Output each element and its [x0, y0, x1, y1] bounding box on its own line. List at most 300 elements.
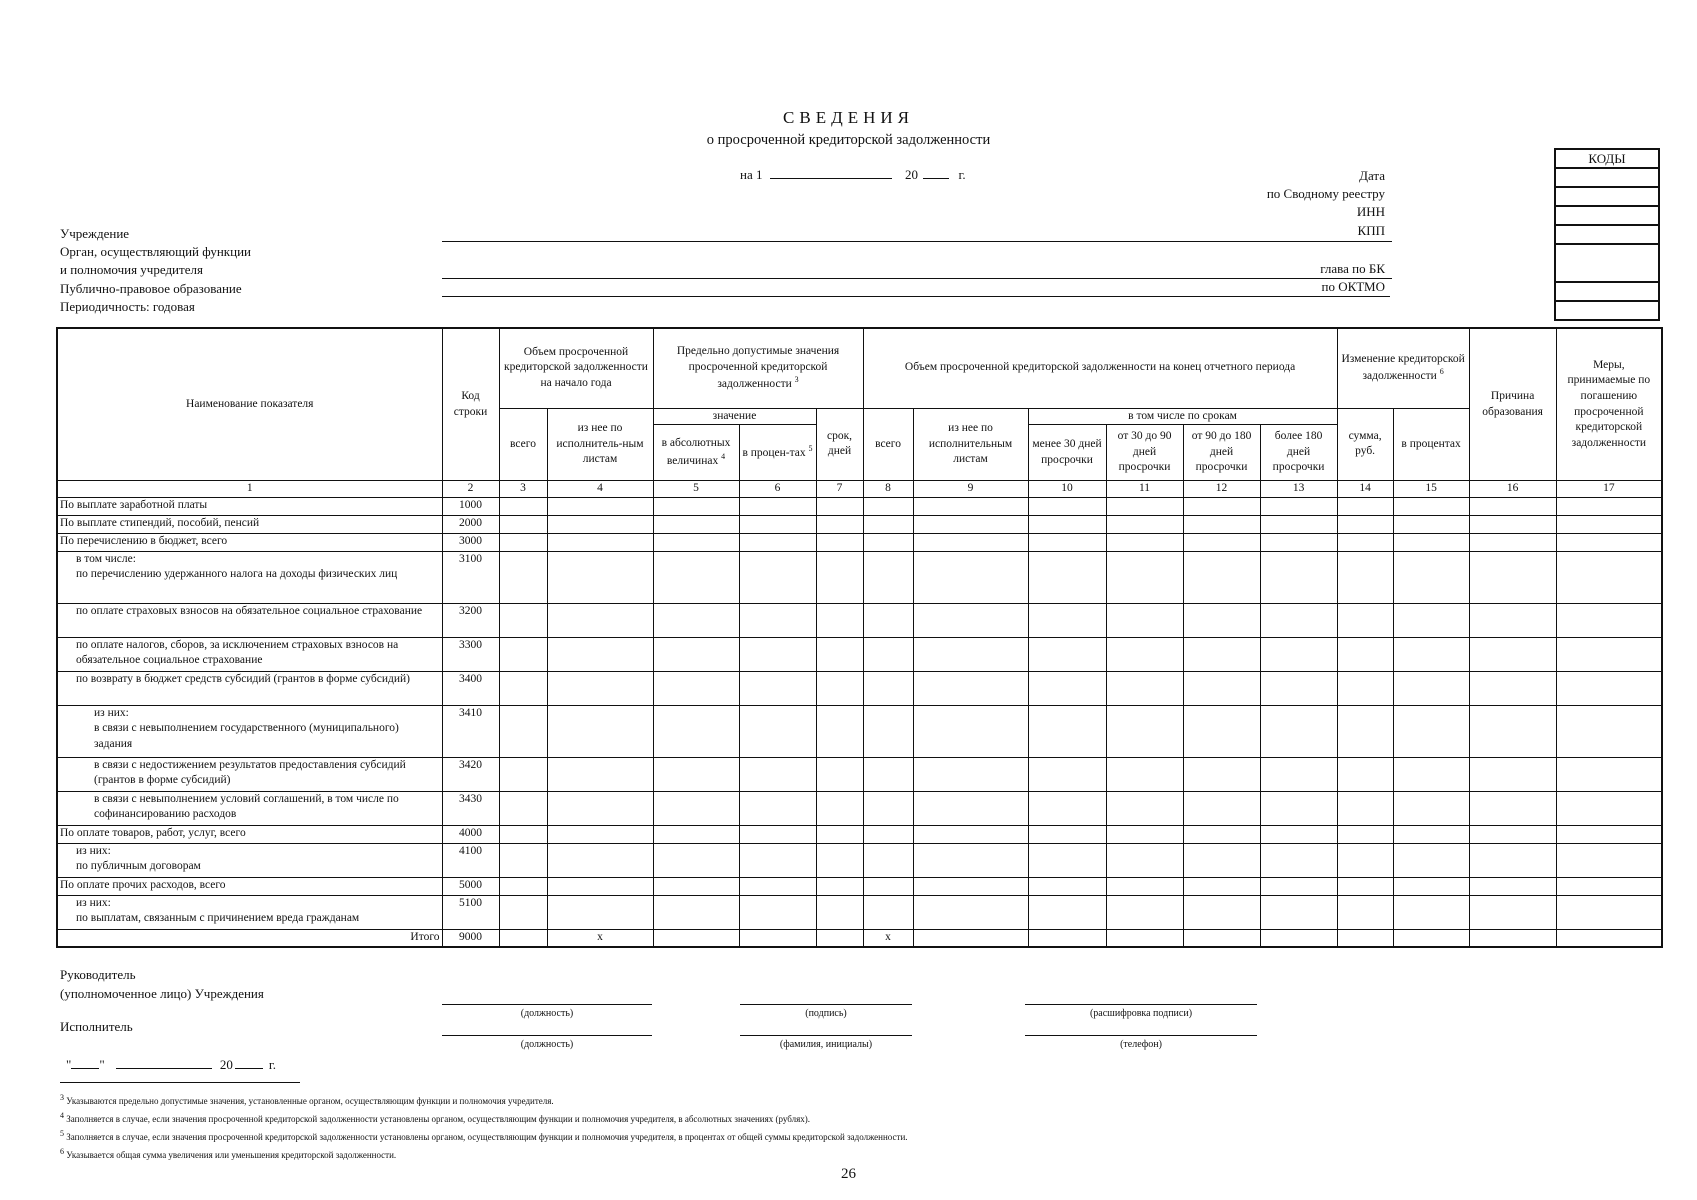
column-number: 17 [1556, 481, 1662, 498]
caption-phone: (телефон) [1120, 1039, 1162, 1050]
data-cell[interactable] [913, 791, 1028, 825]
data-cell[interactable] [816, 877, 863, 895]
data-cell[interactable] [1556, 825, 1662, 843]
data-cell[interactable] [1469, 843, 1556, 877]
data-cell[interactable] [653, 791, 739, 825]
table-row [57, 533, 1662, 551]
data-cell[interactable] [499, 637, 547, 671]
data-cell[interactable] [1469, 877, 1556, 895]
table-row [57, 843, 1662, 877]
organ-field[interactable] [442, 278, 1392, 279]
data-cell[interactable] [1183, 895, 1260, 929]
row-code: 3410 [442, 705, 499, 757]
data-cell[interactable] [1183, 757, 1260, 791]
data-cell[interactable] [653, 551, 739, 603]
data-cell[interactable] [1393, 843, 1469, 877]
data-cell[interactable] [1183, 791, 1260, 825]
data-cell[interactable] [739, 877, 816, 895]
data-cell[interactable] [499, 791, 547, 825]
head-signature-field[interactable] [740, 1004, 912, 1005]
data-cell[interactable] [1106, 757, 1183, 791]
data-cell[interactable] [863, 843, 913, 877]
data-cell[interactable] [1028, 757, 1106, 791]
data-cell[interactable] [1106, 533, 1183, 551]
data-cell[interactable] [653, 757, 739, 791]
row-name: По перечислению в бюджет, всего [57, 533, 442, 551]
data-cell[interactable] [1183, 705, 1260, 757]
data-cell[interactable] [1106, 825, 1183, 843]
data-cell[interactable] [547, 671, 653, 705]
data-cell[interactable] [739, 533, 816, 551]
data-cell[interactable] [739, 515, 816, 533]
data-cell[interactable] [547, 757, 653, 791]
data-cell[interactable] [816, 637, 863, 671]
data-cell[interactable] [1106, 497, 1183, 515]
data-cell[interactable] [1260, 603, 1337, 637]
data-cell[interactable] [499, 551, 547, 603]
sign-date-month-field[interactable] [116, 1056, 212, 1069]
th-total-start: всего [499, 408, 547, 481]
data-cell[interactable] [499, 533, 547, 551]
data-cell[interactable] [913, 551, 1028, 603]
table-row [57, 515, 1662, 533]
data-cell[interactable] [1260, 705, 1337, 757]
codes-date-cell[interactable] [1555, 168, 1659, 187]
data-cell[interactable] [1028, 497, 1106, 515]
data-cell[interactable] [1183, 515, 1260, 533]
data-cell[interactable] [1393, 603, 1469, 637]
data-cell[interactable] [739, 497, 816, 515]
th-90-180: от 90 до 180 дней просрочки [1183, 425, 1260, 481]
data-cell[interactable] [499, 825, 547, 843]
footnote-text: Заполняется в случае, если значения просроченной кредиторской задолженности установлены органом, осуществляющим функции и полномочия учредителя, в абсолютных значениях (рублях). [66, 1114, 810, 1124]
data-cell[interactable] [913, 895, 1028, 929]
data-cell[interactable] [1260, 637, 1337, 671]
data-cell[interactable] [739, 895, 816, 929]
data-cell[interactable] [547, 637, 653, 671]
data-cell[interactable] [1469, 533, 1556, 551]
data-cell[interactable] [1183, 671, 1260, 705]
data-cell[interactable] [816, 757, 863, 791]
organ-label-line2: и полномочия учредителя [60, 262, 203, 277]
total-cell-16[interactable] [1469, 929, 1556, 947]
data-cell[interactable] [863, 497, 913, 515]
data-cell[interactable] [1028, 637, 1106, 671]
data-cell[interactable] [739, 551, 816, 603]
sign-date-quote-open: " [66, 1057, 72, 1072]
data-cell[interactable] [1183, 637, 1260, 671]
data-cell[interactable] [1393, 497, 1469, 515]
data-cell[interactable] [913, 637, 1028, 671]
data-cell[interactable] [1183, 497, 1260, 515]
data-cell[interactable] [1556, 603, 1662, 637]
data-cell[interactable] [499, 877, 547, 895]
column-number: 5 [653, 481, 739, 498]
codes-bk-cell[interactable] [1555, 244, 1659, 282]
footnote-number: 3 [60, 1093, 64, 1102]
data-cell[interactable] [547, 825, 653, 843]
data-cell[interactable] [1393, 791, 1469, 825]
data-cell[interactable] [547, 705, 653, 757]
column-number: 11 [1106, 481, 1183, 498]
data-cell[interactable] [1260, 843, 1337, 877]
th-change [1337, 328, 1469, 408]
data-cell[interactable] [1469, 637, 1556, 671]
sign-date-year-field[interactable] [235, 1056, 263, 1069]
data-cell[interactable] [653, 825, 739, 843]
data-cell[interactable] [499, 843, 547, 877]
data-cell[interactable] [1393, 671, 1469, 705]
data-cell[interactable] [1469, 895, 1556, 929]
table-row [57, 825, 1662, 843]
data-cell[interactable] [816, 791, 863, 825]
footnote-separator [60, 1082, 300, 1083]
row-name: По оплате прочих расходов, всего [57, 877, 442, 895]
data-cell[interactable] [1393, 533, 1469, 551]
data-cell[interactable] [1106, 877, 1183, 895]
data-cell[interactable] [1393, 877, 1469, 895]
data-cell[interactable] [863, 895, 913, 929]
data-cell[interactable] [913, 671, 1028, 705]
data-cell[interactable] [1260, 497, 1337, 515]
date-day-month-field[interactable] [770, 166, 892, 179]
data-cell[interactable] [547, 551, 653, 603]
data-cell[interactable] [653, 705, 739, 757]
data-cell[interactable] [1106, 791, 1183, 825]
table-row [57, 705, 1662, 757]
data-cell[interactable] [1028, 551, 1106, 603]
data-cell[interactable] [816, 603, 863, 637]
data-cell[interactable] [1260, 515, 1337, 533]
data-cell[interactable] [547, 533, 653, 551]
data-cell[interactable] [1337, 895, 1393, 929]
footnote [60, 1147, 396, 1160]
codes-registry-cell[interactable] [1555, 187, 1659, 206]
data-cell[interactable] [1183, 843, 1260, 877]
data-cell[interactable] [863, 877, 913, 895]
data-cell[interactable] [1183, 825, 1260, 843]
data-cell[interactable] [739, 603, 816, 637]
data-cell[interactable] [816, 515, 863, 533]
data-cell[interactable] [653, 895, 739, 929]
data-cell[interactable] [1106, 705, 1183, 757]
data-cell[interactable] [1028, 895, 1106, 929]
data-cell[interactable] [1393, 551, 1469, 603]
data-cell[interactable] [653, 497, 739, 515]
total-cell-14[interactable] [1337, 929, 1393, 947]
column-number: 14 [1337, 481, 1393, 498]
data-cell[interactable] [1556, 551, 1662, 603]
head-decoding-field[interactable] [1025, 1004, 1257, 1005]
data-cell[interactable] [816, 843, 863, 877]
th-percent-text: в процен-тах [742, 446, 806, 459]
data-cell[interactable] [1260, 791, 1337, 825]
data-cell[interactable] [1028, 533, 1106, 551]
data-cell[interactable] [1337, 843, 1393, 877]
codes-oktmo-cell[interactable] [1555, 282, 1659, 301]
data-cell[interactable] [499, 515, 547, 533]
row-code: 3400 [442, 671, 499, 705]
data-cell[interactable] [1028, 603, 1106, 637]
data-cell[interactable] [863, 515, 913, 533]
data-cell[interactable] [863, 757, 913, 791]
data-cell[interactable] [1260, 671, 1337, 705]
data-cell[interactable] [913, 533, 1028, 551]
data-cell[interactable] [863, 791, 913, 825]
data-cell[interactable] [1556, 671, 1662, 705]
total-cell-13[interactable] [1260, 929, 1337, 947]
th-absolute-text: в абсолютных величинах [661, 437, 731, 467]
data-cell[interactable] [1028, 825, 1106, 843]
data-cell[interactable] [1393, 825, 1469, 843]
th-gt180: более 180 дней просрочки [1260, 425, 1337, 481]
public-entity-field[interactable] [442, 296, 1390, 297]
total-cell-17[interactable] [1556, 929, 1662, 947]
caption-decoding: (расшифровка подписи) [1089, 1008, 1193, 1019]
executor-position-field[interactable] [442, 1035, 652, 1036]
data-cell[interactable] [547, 497, 653, 515]
column-number: 6 [739, 481, 816, 498]
data-cell[interactable] [1556, 843, 1662, 877]
data-cell[interactable] [547, 791, 653, 825]
institution-field[interactable] [442, 241, 1392, 242]
data-cell[interactable] [1337, 533, 1393, 551]
table-row [57, 877, 1662, 895]
data-cell[interactable] [1469, 705, 1556, 757]
data-cell[interactable] [1337, 877, 1393, 895]
data-cell[interactable] [547, 877, 653, 895]
data-cell[interactable] [1028, 671, 1106, 705]
data-cell[interactable] [913, 825, 1028, 843]
data-cell[interactable] [653, 533, 739, 551]
data-cell[interactable] [816, 497, 863, 515]
data-cell[interactable] [1556, 705, 1662, 757]
data-cell[interactable] [547, 843, 653, 877]
th-total-end: всего [863, 408, 913, 481]
data-cell[interactable] [1469, 515, 1556, 533]
data-cell[interactable] [547, 603, 653, 637]
footnote-number: 4 [60, 1111, 64, 1120]
data-cell[interactable] [913, 705, 1028, 757]
data-cell[interactable] [1337, 791, 1393, 825]
executor-phone-field[interactable] [1025, 1035, 1257, 1036]
data-cell[interactable] [1106, 551, 1183, 603]
codes-inn-cell[interactable] [1555, 206, 1659, 225]
data-cell[interactable] [913, 877, 1028, 895]
sign-date-day-field[interactable] [71, 1056, 99, 1069]
data-cell[interactable] [739, 843, 816, 877]
data-cell[interactable] [1028, 515, 1106, 533]
data-cell[interactable] [1393, 705, 1469, 757]
data-cell[interactable] [1106, 603, 1183, 637]
data-cell[interactable] [1556, 515, 1662, 533]
data-cell[interactable] [1106, 515, 1183, 533]
total-cell-8-x: x [863, 929, 913, 947]
data-cell[interactable] [1556, 757, 1662, 791]
report-date-line [740, 166, 966, 183]
data-cell[interactable] [653, 671, 739, 705]
data-cell[interactable] [913, 757, 1028, 791]
data-cell[interactable] [1469, 551, 1556, 603]
data-cell[interactable] [1106, 671, 1183, 705]
data-cell[interactable] [499, 671, 547, 705]
data-cell[interactable] [499, 895, 547, 929]
data-cell[interactable] [913, 603, 1028, 637]
data-cell[interactable] [863, 671, 913, 705]
organ-label-line1: Орган, осуществляющий функции [60, 244, 251, 259]
data-cell[interactable] [1337, 705, 1393, 757]
data-cell[interactable] [1469, 825, 1556, 843]
data-cell[interactable] [1337, 825, 1393, 843]
column-numbers-row [57, 481, 1662, 498]
data-cell[interactable] [816, 705, 863, 757]
data-cell[interactable] [499, 705, 547, 757]
total-cell-7[interactable] [816, 929, 863, 947]
data-cell[interactable] [816, 895, 863, 929]
data-cell[interactable] [863, 533, 913, 551]
total-cell-11[interactable] [1106, 929, 1183, 947]
row-code: 3300 [442, 637, 499, 671]
row-name: по оплате страховых взносов на обязательное социальное страхование [57, 603, 442, 637]
data-cell[interactable] [1337, 637, 1393, 671]
data-cell[interactable] [1469, 671, 1556, 705]
total-cell-6[interactable] [739, 929, 816, 947]
data-cell[interactable] [863, 637, 913, 671]
data-cell[interactable] [1260, 757, 1337, 791]
data-cell[interactable] [1469, 757, 1556, 791]
data-cell[interactable] [1337, 757, 1393, 791]
th-exec-end: из нее по исполнительным листам [913, 408, 1028, 481]
data-cell[interactable] [1337, 671, 1393, 705]
data-cell[interactable] [1106, 843, 1183, 877]
codes-extra-cell[interactable] [1555, 301, 1659, 320]
row-code: 1000 [442, 497, 499, 515]
data-cell[interactable] [1393, 515, 1469, 533]
data-cell[interactable] [499, 603, 547, 637]
column-number: 10 [1028, 481, 1106, 498]
table-row [57, 895, 1662, 929]
data-cell[interactable] [816, 533, 863, 551]
data-cell[interactable] [1337, 551, 1393, 603]
data-cell[interactable] [547, 515, 653, 533]
total-cell-15[interactable] [1393, 929, 1469, 947]
data-cell[interactable] [863, 603, 913, 637]
data-cell[interactable] [1106, 637, 1183, 671]
date-year-field[interactable] [923, 166, 949, 179]
data-cell[interactable] [653, 603, 739, 637]
data-cell[interactable] [499, 497, 547, 515]
data-cell[interactable] [1028, 705, 1106, 757]
data-cell[interactable] [1337, 603, 1393, 637]
table-row [57, 671, 1662, 705]
data-cell[interactable] [1393, 757, 1469, 791]
th-sum-rub: сумма, руб. [1337, 408, 1393, 481]
th-absolute [653, 425, 739, 481]
data-cell[interactable] [1393, 895, 1469, 929]
data-cell[interactable] [1556, 877, 1662, 895]
data-cell[interactable] [913, 843, 1028, 877]
data-cell[interactable] [739, 637, 816, 671]
data-cell[interactable] [1556, 497, 1662, 515]
data-cell[interactable] [739, 757, 816, 791]
data-cell[interactable] [816, 825, 863, 843]
total-cell-12[interactable] [1183, 929, 1260, 947]
data-cell[interactable] [1028, 843, 1106, 877]
head-position-field[interactable] [442, 1004, 652, 1005]
table-row [57, 551, 1662, 603]
data-cell[interactable] [1028, 877, 1106, 895]
row-code: 5000 [442, 877, 499, 895]
data-cell[interactable] [863, 705, 913, 757]
total-cell-3[interactable] [499, 929, 547, 947]
data-cell[interactable] [1337, 497, 1393, 515]
data-cell[interactable] [913, 515, 1028, 533]
data-cell[interactable] [739, 671, 816, 705]
data-cell[interactable] [653, 877, 739, 895]
data-cell[interactable] [1260, 895, 1337, 929]
data-cell[interactable] [653, 843, 739, 877]
total-code: 9000 [442, 929, 499, 947]
data-cell[interactable] [1183, 877, 1260, 895]
row-code: 4000 [442, 825, 499, 843]
data-cell[interactable] [1260, 877, 1337, 895]
data-cell[interactable] [739, 791, 816, 825]
total-cell-5[interactable] [653, 929, 739, 947]
data-cell[interactable] [816, 671, 863, 705]
data-cell[interactable] [1556, 895, 1662, 929]
data-cell[interactable] [1260, 533, 1337, 551]
data-cell[interactable] [1028, 791, 1106, 825]
data-cell[interactable] [863, 825, 913, 843]
data-cell[interactable] [499, 757, 547, 791]
data-cell[interactable] [1393, 637, 1469, 671]
total-cell-10[interactable] [1028, 929, 1106, 947]
data-cell[interactable] [1183, 551, 1260, 603]
data-cell[interactable] [816, 551, 863, 603]
data-cell[interactable] [1106, 895, 1183, 929]
codes-kpp-cell[interactable] [1555, 225, 1659, 244]
codes-inn-label: ИНН [1356, 204, 1385, 219]
data-cell[interactable] [739, 825, 816, 843]
data-cell[interactable] [1183, 533, 1260, 551]
data-cell[interactable] [739, 705, 816, 757]
data-cell[interactable] [653, 515, 739, 533]
row-code: 3420 [442, 757, 499, 791]
data-cell[interactable] [1183, 603, 1260, 637]
head-label-line1: Руководитель [60, 967, 136, 982]
data-cell[interactable] [1556, 533, 1662, 551]
data-cell[interactable] [1556, 637, 1662, 671]
data-cell[interactable] [1260, 825, 1337, 843]
data-cell[interactable] [1337, 515, 1393, 533]
data-cell[interactable] [547, 895, 653, 929]
data-cell[interactable] [1260, 551, 1337, 603]
data-cell[interactable] [863, 551, 913, 603]
executor-name-field[interactable] [740, 1035, 912, 1036]
th-percent-footnote: 5 [808, 443, 813, 453]
data-cell[interactable] [1469, 603, 1556, 637]
data-cell[interactable] [1469, 497, 1556, 515]
sign-date-quote-close: " [99, 1057, 105, 1072]
data-cell[interactable] [913, 497, 1028, 515]
data-cell[interactable] [1556, 791, 1662, 825]
data-cell[interactable] [1469, 791, 1556, 825]
row-name: в связи с недостижением результатов предоставления субсидий (грантов в форме субсидий) [57, 757, 442, 791]
total-cell-9[interactable] [913, 929, 1028, 947]
row-code: 4100 [442, 843, 499, 877]
data-cell[interactable] [653, 637, 739, 671]
row-name: По выплате заработной платы [57, 497, 442, 515]
